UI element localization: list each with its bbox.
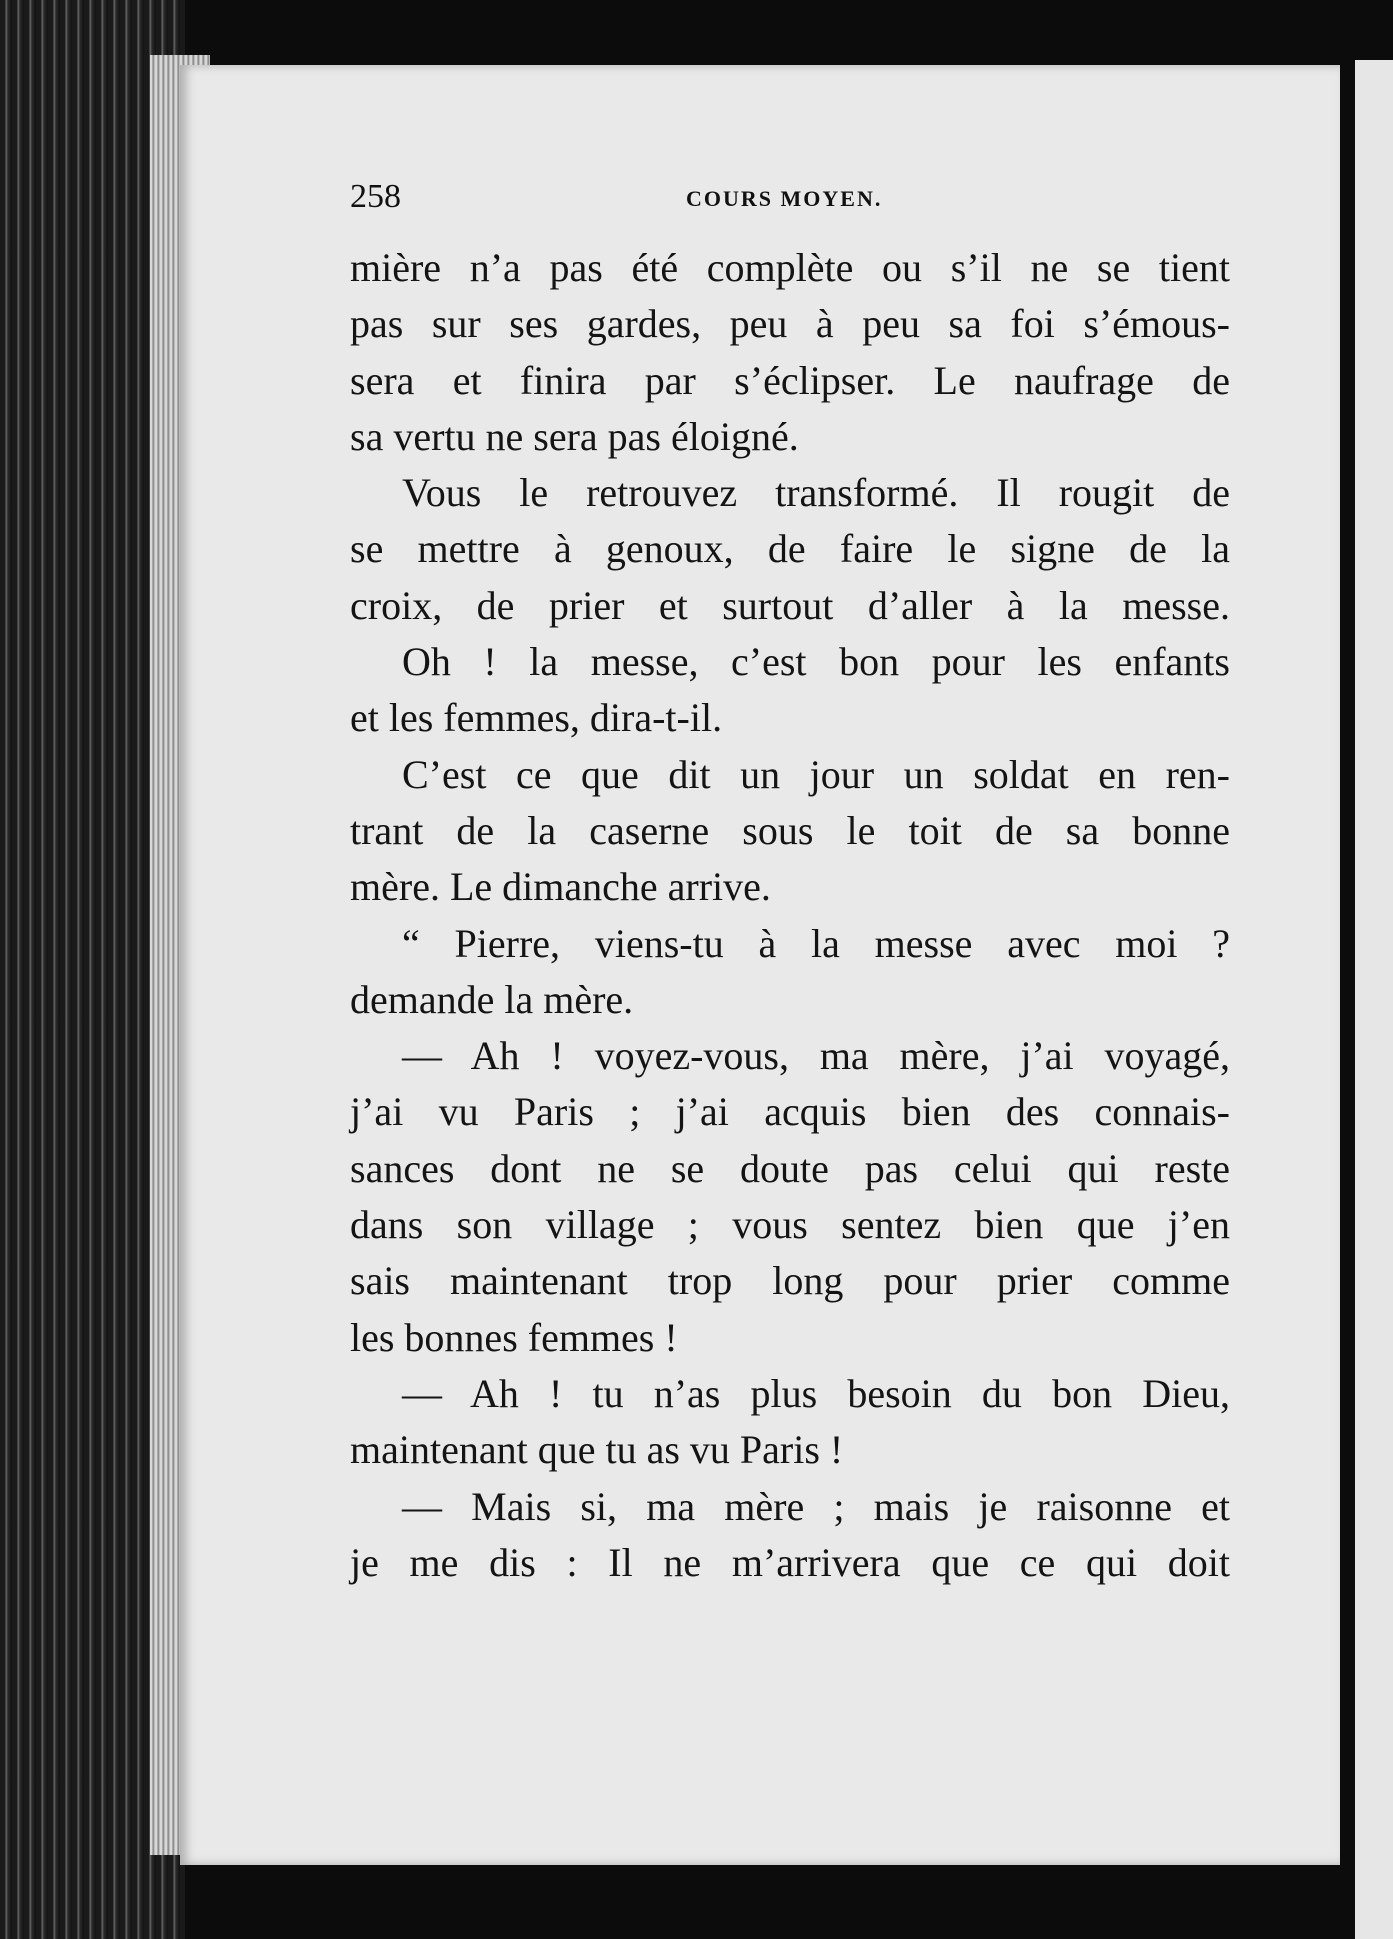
text-line: et les femmes, dira-t-il. xyxy=(350,695,723,741)
body-text xyxy=(350,240,1230,1591)
facing-page-edge xyxy=(1355,60,1393,1939)
text-line: Oh ! la messe, c’est bon pour les enfants xyxy=(402,639,1230,685)
text-line: les bonnes femmes ! xyxy=(350,1314,678,1360)
page-number: 258 xyxy=(350,178,401,215)
text-line: trant de la caserne sous le toit de sa bonne xyxy=(350,807,1230,853)
page-header xyxy=(350,178,890,218)
text-line: “ Pierre, viens-tu à la messe avec moi ? xyxy=(402,920,1230,966)
text-line: se mettre à genoux, de faire le signe de la xyxy=(350,526,1230,572)
text-line: j’ai vu Paris ; j’ai acquis bien des connais- xyxy=(350,1089,1230,1135)
text-line: je me dis : Il ne m’arrivera que ce qui doit xyxy=(350,1539,1230,1585)
text-line: sances dont ne se doute pas celui qui reste xyxy=(350,1145,1230,1191)
text-line: sais maintenant trop long pour prier comme xyxy=(350,1258,1230,1304)
text-line: mière n’a pas été complète ou s’il ne se tient xyxy=(350,245,1230,290)
text-line: pas sur ses gardes, peu à peu sa foi s’émous- xyxy=(350,301,1230,347)
text-line: — Ah ! tu n’as plus besoin du bon Dieu, xyxy=(402,1370,1230,1416)
text-line: demande la mère. xyxy=(350,976,634,1022)
text-line: — Mais si, ma mère ; mais je raisonne et xyxy=(402,1483,1230,1529)
text-line: mère. Le dimanche arrive. xyxy=(350,864,771,910)
text-line: — Ah ! voyez-vous, ma mère, j’ai voyagé, xyxy=(402,1033,1230,1079)
text-line: maintenant que tu as vu Paris ! xyxy=(350,1427,844,1473)
text-line: sera et finira par s’éclipser. Le naufrage de xyxy=(350,357,1230,403)
text-line: dans son village ; vous sentez bien que j’en xyxy=(350,1202,1230,1248)
text-line: Vous le retrouvez transformé. Il rougit de xyxy=(402,470,1230,516)
text-line: croix, de prier et surtout d’aller à la messe. xyxy=(350,582,1230,628)
running-head: COURS MOYEN. xyxy=(686,186,883,211)
text-line: sa vertu ne sera pas éloigné. xyxy=(350,413,799,459)
text-line: C’est ce que dit un jour un soldat en ren- xyxy=(402,751,1230,797)
